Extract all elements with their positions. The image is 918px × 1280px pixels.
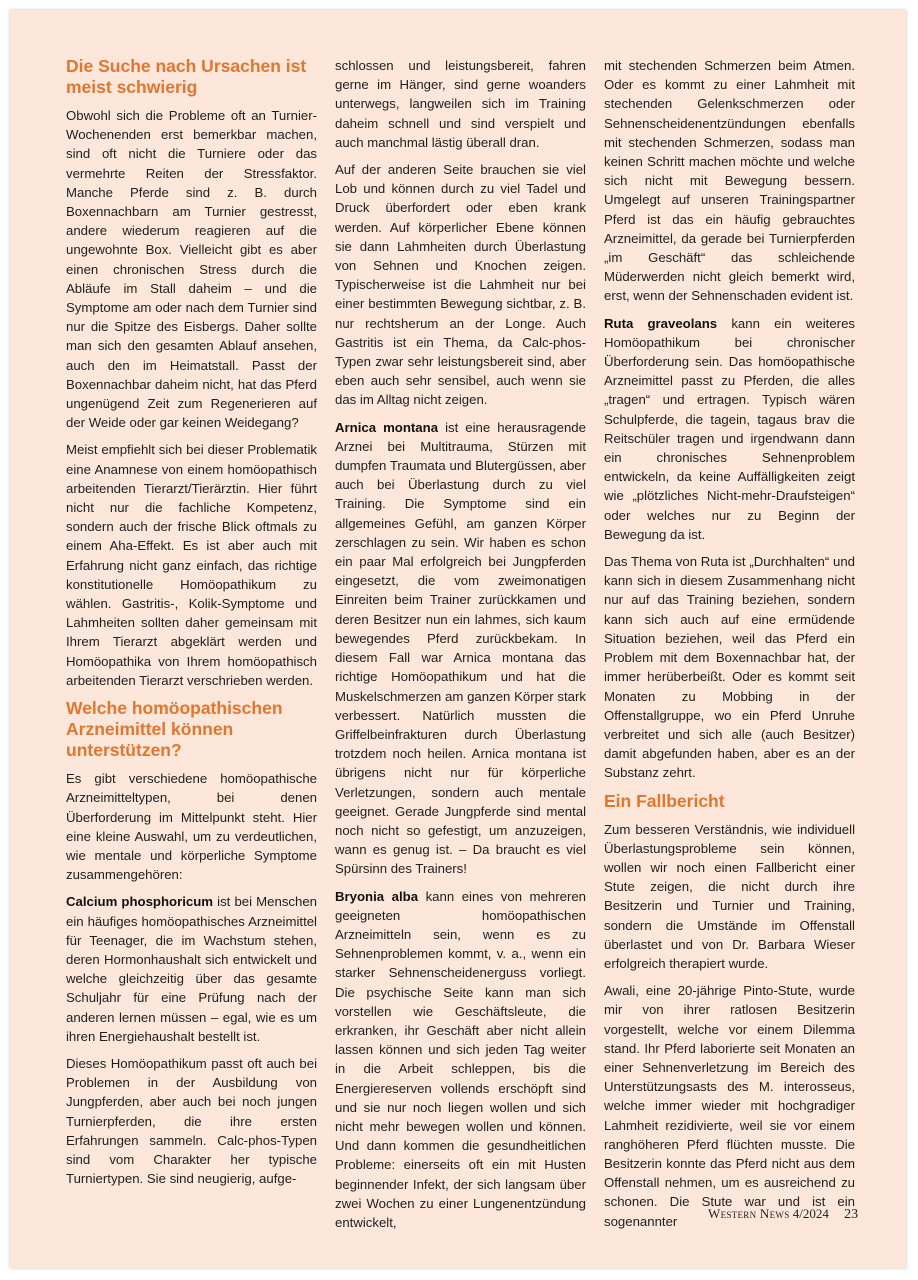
paragraph: Obwohl sich die Probleme oft an Turnier-Wochenenden erst bemerkbar machen, sind oft nicht die Turniere oder das vermehrte Reiten der Stressfaktor. Manche Pferde sind z. B. durch Boxennachbarn am Turnier gestresst, andere wiederum reagieren auf die ungewohnte Box. Vielleicht gibt es aber einen chronischen Stress durch die Abläufe im Stall daheim – und die Symptome am oder nach dem Turnier sind nur die Spitze des Eisbergs. Daher sollte man sich den gesamten Ablauf ansehen, auch den im Heimatstall. Passt der Boxennachbar daheim nicht, hat das Pferd ungenügend Zeit zum Regenerieren auf der Weide oder gar keinen Weidegang? [66,108,317,431]
paragraph: Es gibt verschiedene homöopathische Arzneimitteltypen, bei denen Überforderung im Mittelpunkt steht. Hier eine kleine Auswahl, um zu verdeutlichen, wie mentale und körperliche Symptome zusammengehören: [66,771,317,883]
paragraph-bryonia [335,887,586,1233]
column-1 [66,56,317,1196]
magazine-page [10,10,906,1268]
paragraph: mit stechenden Schmerzen beim Atmen. Oder es kommt zu einer Lahmheit mit stechenden Gelenkschmerzen oder Sehnenscheidenentzündungen ebenfalls mit stechenden Schmerzen, sodass man keinen Schritt machen möchte und welche sich nicht mit Bewegung bessern. Umgelegt auf unseren Trainingspartner Pferd ist das ein häufig gebrauchtes Arzneimittel, da gerade bei Turnierpferden „im Geschäft“ das schleichende Müderwerden nicht gleich bemerkt wird, erst, wenn der Sehnenschaden evident ist. [604,58,855,304]
paragraph: Awali, eine 20-jährige Pinto-Stute, wurde mir von ihrer ratlosen Besitzerin vorgestellt, welche vor einem Dilemma stand. Ihr Pferd laborierte seit Monaten an einer Sehnenverletzung im Bereich des Unterstützungsasts des M. interosseus, welche immer wieder mit hochgradiger Lahmheit rezidivierte, weil sie vor einem ranghöheren Pferd flüchten musste. Die Besitzerin konnte das Pferd nicht aus dem Offenstall nehmen, um es ausreichend zu schonen. Die Stute war und ist ein sogenannter [604,983,855,1229]
paragraph: Dieses Homöopathikum passt oft auch bei Problemen in der Ausbildung von Jungpferden, aber auch bei noch jungen Turnierpferden, die ihre ersten Erfahrungen sammeln. Calc-phos-Typen sind vom Charakter her typische Turniertypen. Sie sind neugierig, aufge- [66,1055,317,1187]
paragraph: Meist empfiehlt sich bei dieser Problematik eine Anamnese von einem homöopathisch arbeitenden Tierarzt/Tierärztin. Hier führt nicht nur die fachliche Kompetenz, sondern auch der frische Blick oftmals zu einem Aha-Effekt. Es ist aber auch mit Erfahrung nicht ganz einfach, das richtige konstitutionelle Homöopathikum zu wählen. Gastritis-, Kolik-Symptome und Lahmheiten sollten daher gemeinsam mit Ihrem Tierarzt abgeklärt werden und Homöopathika von Ihrem homöopathisch arbeitenden Tierarzt verschrieben werden. [66,442,317,688]
paragraph: Zum besseren Verständnis, wie individuell Überlastungsprobleme sein können, wollen wir noch einen Fallbericht einer Stute zeigen, die nicht durch ihre Besitzerin und Turnier und Training, sondern die Umstände im Offenstall überlastet und von Dr. Barbara Wieser erfolgreich therapiert wurde. [604,821,855,971]
paragraph-text: kann ein weiteres Homöopathikum bei chronischer Überforderung sein. Das homöopathische Arzneimittel passt zu Pferden, die alles „tragen“ und ertragen. Typisch wären Schulpferde, die tagein, tagaus brav die Reitschüler tragen und irgendwann dann ein chronisches Sehnenproblem entwickeln, da keine Auffälligkeiten zeigt wie „plötzliches Nicht-mehr-Draufsteigen“ oder welches nur zu Beginn der Bewegung da ist. [604,315,856,542]
column-3 [604,56,855,1239]
paragraph-calcium [66,892,317,1046]
paragraph: Auf der anderen Seite brauchen sie viel Lob und können durch zu viel Tadel und Druck überfordert oder eben krank werden. Auf körperlicher Ebene können sie dann Lahmheiten durch Überlastung von Sehnen und Knochen zeigen. Typischerweise ist die Lahmheit nur bei einer bestimmten Bewegung sichtbar, z. B. nur rechtsherum an der Longe. Auch Gastritis ist ein Thema, da Calc-phos-Typen zwar sehr leistungsbereit sind, aber eben auch sehr sensibel, auch wenn sie das im Alltag nicht zeigen. [335,162,586,408]
remedy-name: Calcium phosphoricum [66,894,214,910]
paragraph-text: kann eines von mehreren geeigneten homöopathischen Arzneimitteln sein, wenn es zu Sehnenproblemen kommt, v. a., wenn ein starker Sehnenscheidenerguss vorliegt. Die psychische Seite kann man sich vorstellen wie Geschäftsleute, die erkranken, ihr Geschäft aber nicht allein lassen können und sich jeden Tag weiter in die Arbeit schleppen, bis die Energiereserven vollends erschöpft sind und sie nur noch liegen wollen und sich nicht mehr bewegen wollen und können. Und dann kommen die gesundheitlichen Probleme: einerseits oft ein mit Husten beginnender Infekt, der sich langsam über zwei Wochen zu einer Lungenentzündung entwickelt, [335,888,586,1230]
page-footer [708,1206,858,1223]
paragraph-text: ist bei Menschen ein häufiges homöopathisches Arzneimittel für Teenager, die im Wachstum stehen, deren Hormonhaushalt sich entwickelt und welche gleichzeitig über das gesamte Schuljahr für eine Prüfung nach der anderen lernen müssen – egal, wie es um ihren Energiehaushalt bestellt ist. [66,894,318,1044]
paragraph: Das Thema von Ruta ist „Durchhalten“ und kann sich in diesem Zusammenhang nicht nur auf das Training beziehen, sondern kann sich auch auf eine ermüdende Situation beziehen, weil das Pferd ein Problem mit dem Boxennachbar hat, der immer herüberbeißt. Oder es kommt seit Monaten zu Mobbing in der Offenstallgruppe, wo ein Pferd Unruhe verbreitet und sich alle (auch Besitzer) damit abgefunden haben, aber es an der Substanz zehrt. [604,554,855,781]
magazine-name: Western News [708,1206,790,1221]
remedy-name: Arnica montana [335,419,439,435]
page-number: 23 [844,1207,859,1222]
paragraph: schlossen und leistungsbereit, fahren gerne im Hänger, sind gerne woanders unterwegs, langweilen sich im Training daheim schnell und sind verspielt und auch manchmal lästig überall dran. [335,58,586,150]
section-heading-remedies: Welche homöopathischen Arzneimittel können unterstützen? [66,698,283,761]
issue-number: 4/2024 [792,1206,829,1221]
remedy-name: Ruta graveolans [604,315,718,331]
section-heading-causes: Die Suche nach Ursachen ist meist schwierig [66,56,307,97]
section-heading-case-report: Ein Fallbericht [604,790,725,811]
paragraph-text: ist eine herausragende Arznei bei Multitrauma, Stürzen mit dumpfen Traumata und Blutergüssen, aber auch bei Überlastung durch zu viel Training. Die Symptome sind ein allgemeines Gefühl, am ganzen Körper zerschlagen zu sein. Wir haben es schon ein paar Mal erfolgreich bei Jungpferden eingesetzt, die vom zweimonatigen Einreiten beim Trainer zurückkamen und deren Besitzer nun ein lahmes, sich kaum bewegendes Pferd zurückbekam. In diesem Fall war Arnica montana das richtige Homöopathikum und hat die Muskelschmerzen am ganzen Körper stark verbessert. Natürlich mussten die Griffelbeinfrakturen durch Überlastung trotzdem noch heilen. Arnica montana ist übrigens nicht nur für körperliche Verletzungen, sondern auch mentale geeignet. Gerade Jungpferde sind mental noch nicht so gefestigt, um anzuzeigen, wann es genug ist. – Da braucht es viel Spürsinn des Trainers! [335,419,586,877]
paragraph-ruta [604,314,855,544]
paragraph-arnica [335,418,586,879]
remedy-name: Bryonia alba [335,888,419,904]
column-2 [335,56,586,1240]
